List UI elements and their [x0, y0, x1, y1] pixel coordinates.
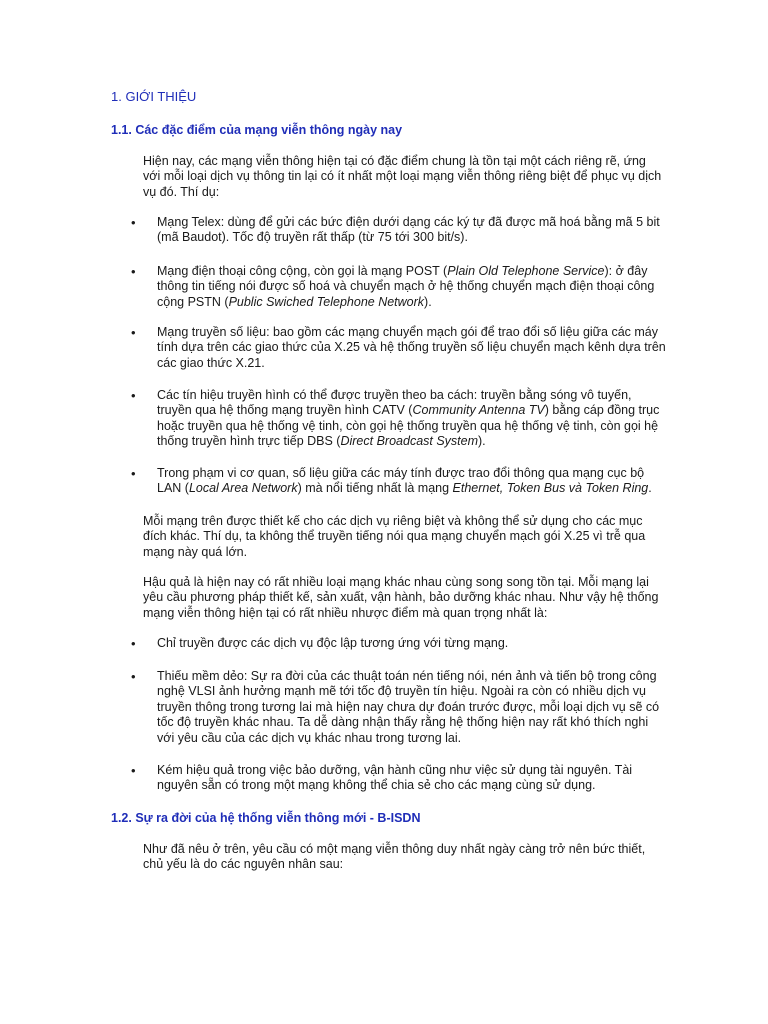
list-item-text: Mạng truyền số liệu: bao gồm các mạng chuyển mạch gói để trao đổi số liệu giữa các máy tính dựa trên các giao thức của X.25 và hệ thống truyền số liệu chuyển mạch kênh dựa trên các giao thức X.21.	[157, 325, 666, 370]
section-1-2-heading: 1.2. Sự ra đời của hệ thống viễn thông mới - B-ISDN	[111, 811, 421, 825]
section-1-2-intro: Như đã nêu ở trên, yêu cầu có một mạng viễn thông duy nhất ngày càng trở nên bức thiết, chủ yếu là do các nguyên nhân sau:	[143, 842, 646, 872]
bullet-glyph: •	[131, 466, 136, 481]
list-item-text: Các tín hiệu truyền hình có thể được truyền theo ba cách: truyền bằng sóng vô tuyến, truyền qua hệ thống mạng truyền hình CATV (Community Antenna TV) bằng cáp đồng trục hoặc truyền qua hệ thống vệ tinh, còn gọi hệ thống truyền qua hệ thống vệ tinh, còn gọi hệ thống truyền hình trực tiếp DBS (Direct Broadcast System).	[157, 388, 660, 449]
list-item-text: Chỉ truyền được các dịch vụ độc lập tương ứng với từng mạng.	[157, 636, 509, 650]
bullet-glyph: •	[131, 669, 136, 684]
bullet-glyph: •	[131, 388, 136, 403]
list-item-text: Kém hiệu quả trong việc bảo dưỡng, vận hành cũng như việc sử dụng tài nguyên. Tài nguyên sẵn có trong một mạng không thể chia sẻ cho các mạng cùng sử dụng.	[157, 763, 633, 793]
section-1-1-paragraph-3: Hậu quả là hiện nay có rất nhiều loại mạng khác nhau cùng song song tồn tại. Mỗi mạng lại yêu cầu phương pháp thiết kế, sản xuất, vận hành, bảo dưỡng khác nhau. Như vậy hệ thống mạng viễn thông hiện tại có rất nhiều nhược điểm mà quan trọng nhất là:	[143, 575, 659, 620]
section-1-1-intro: Hiện nay, các mạng viễn thông hiện tại có đặc điểm chung là tồn tại một cách riêng rẽ, ứng với mỗi loại dịch vụ thông tin lại có ít nhất một loại mạng viễn thông riêng biệt để phục vụ dịch vụ đó. Thí dụ:	[143, 154, 662, 199]
list-item-text: Mạng điện thoại công cộng, còn gọi là mạng POST (Plain Old Telephone Service): ở đây thông tin tiếng nói được số hoá và chuyển mạch ở hệ thống chuyển mạch điện thoại công cộng PSTN (Public Swiched Telephone Network).	[157, 264, 655, 309]
bullet-glyph: •	[131, 215, 136, 230]
section-1-1-heading: 1.1. Các đặc điểm của mạng viễn thông ngày nay	[111, 123, 403, 137]
list-item-text: Thiếu mềm dẻo: Sự ra đời của các thuật toán nén tiếng nói, nén ảnh và tiến bộ trong công nghệ VLSI ảnh hưởng mạnh mẽ tới tốc độ truyền tín hiệu. Ngoài ra còn có nhiều dịch vụ truyền thông trong tương lai mà hiện nay chưa dự đoán trước được, mỗi loại dịch vụ sẽ có tốc độ truyền khác nhau. Ta dễ dàng nhận thấy rằng hệ thống hiện nay rất khó thích nghi với yêu cầu của các dịch vụ khác nhau trong tương lai.	[157, 669, 660, 745]
bullet-glyph: •	[131, 636, 136, 651]
bullet-glyph: •	[131, 264, 136, 279]
main-heading: 1. GIỚI THIỆU	[111, 89, 197, 104]
bullet-glyph: •	[131, 763, 136, 778]
section-1-1-paragraph-2: Mỗi mạng trên được thiết kế cho các dịch vụ riêng biệt và không thể sử dụng cho các mục đích khác. Thí dụ, ta không thể truyền tiếng nói qua mạng chuyển mạch gói X.25 vì trễ qua mạng này quá lớn.	[143, 514, 646, 559]
bullet-glyph: •	[131, 325, 136, 340]
list-item-text: Trong phạm vi cơ quan, số liệu giữa các máy tính được trao đổi thông qua mạng cục bộ LAN (Local Area Network) mà nổi tiếng nhất là mạng Ethernet, Token Bus và Token Ring.	[157, 466, 652, 496]
list-item-text: Mạng Telex: dùng để gửi các bức điện dưới dạng các ký tự đã được mã hoá bằng mã 5 bit (mã Baudot). Tốc độ truyền rất thấp (từ 75 tới 300 bit/s).	[157, 215, 660, 245]
